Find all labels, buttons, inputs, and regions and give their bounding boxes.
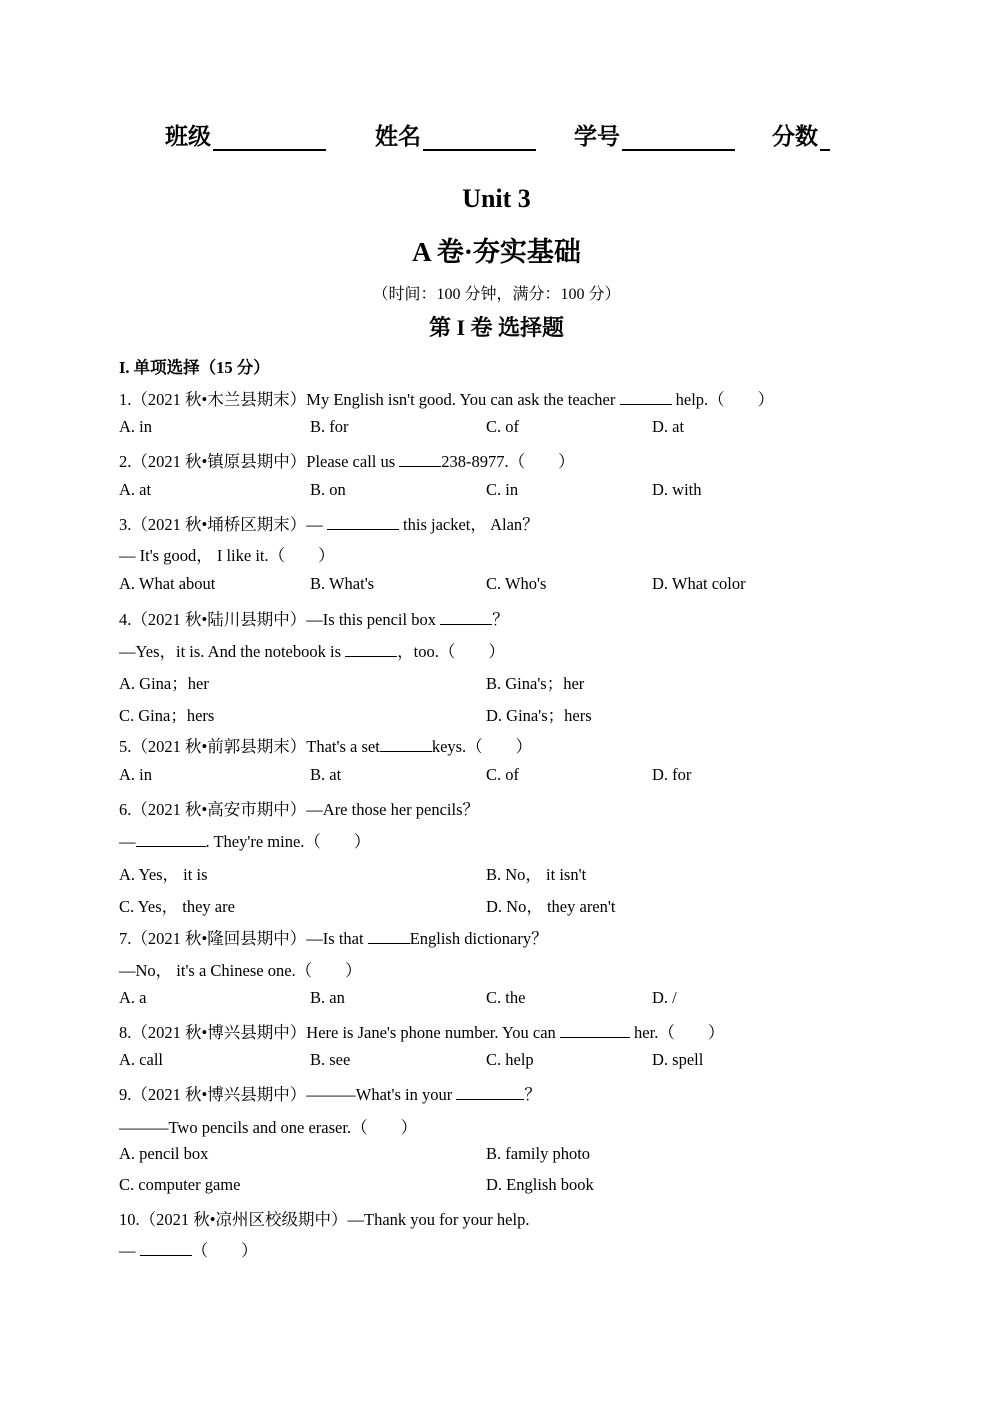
question-8-option-b[interactable]: B. see: [310, 1050, 351, 1069]
question-text: keys.（ ）: [431, 737, 533, 756]
class-label: 班级: [165, 124, 211, 149]
question-3-stem-line: [119, 542, 335, 566]
question-text: 2.（2021 秋•镇原县期中）Please call us: [119, 452, 400, 471]
question-8-option-a[interactable]: A. call: [119, 1050, 163, 1069]
class-field[interactable]: [165, 118, 326, 151]
question-5-stem-line: [119, 733, 532, 757]
class-blank[interactable]: [213, 125, 326, 151]
question-6-option-b[interactable]: B. No， it isn't: [486, 865, 587, 884]
question-1-stem-line: [119, 386, 774, 410]
part-title: 第 I 卷 选择题: [428, 315, 565, 340]
unit-title: Unit 3: [462, 184, 531, 213]
question-9-option-d[interactable]: D. English book: [486, 1175, 594, 1194]
question-text: ？: [524, 1085, 541, 1104]
answer-blank[interactable]: [380, 735, 432, 752]
question-1-option-c[interactable]: C. of: [486, 417, 519, 436]
answer-blank[interactable]: [440, 608, 492, 625]
question-text: 3.（2021 秋•埇桥区期末）—: [119, 515, 327, 534]
question-3-option-b[interactable]: B. What's: [310, 574, 375, 593]
question-text: 6.（2021 秋•高安市期中）—Are those her pencils？: [119, 800, 480, 819]
score-blank[interactable]: [820, 125, 830, 151]
question-8-stem-line: [119, 1019, 724, 1043]
answer-blank[interactable]: [140, 1239, 192, 1256]
question-8-option-d[interactable]: D. spell: [652, 1050, 704, 1069]
time-info: （时间：100 分钟，满分：100 分）: [372, 286, 621, 303]
question-4-stem-line: [119, 638, 505, 662]
question-6-stem-line: [119, 828, 370, 852]
answer-blank[interactable]: [399, 450, 441, 467]
question-6-option-d[interactable]: D. No， they aren't: [486, 897, 616, 916]
question-text: —No， it's a Chinese one.（ ）: [119, 961, 362, 980]
score-label: 分数: [772, 124, 818, 149]
student-info-header: [0, 118, 993, 152]
question-text: 10.（2021 秋•凉州区校级期中）—Thank you for your help.: [119, 1210, 530, 1229]
question-4-stem-line: [119, 606, 509, 630]
volume-title: A 卷·夯实基础: [412, 237, 581, 267]
question-text: . They're mine.（ ）: [205, 832, 371, 851]
section-heading: I. 单项选择（15 分）: [119, 358, 270, 377]
question-text: 1.（2021 秋•木兰县期末）My English isn't good. You can ask the teacher: [119, 390, 620, 409]
question-5-option-c[interactable]: C. of: [486, 765, 519, 784]
question-9-option-a[interactable]: A. pencil box: [119, 1144, 209, 1163]
name-field[interactable]: [375, 118, 536, 151]
question-text: 7.（2021 秋•隆回县期中）—Is that: [119, 929, 368, 948]
question-7-option-a[interactable]: A. a: [119, 988, 147, 1007]
question-6-stem-line: [119, 796, 479, 820]
question-text: 238-8977.（ ）: [441, 452, 575, 471]
question-7-stem-line: [119, 957, 362, 981]
question-text: — It's good， I like it.（ ）: [119, 546, 335, 565]
question-7-option-c[interactable]: C. the: [486, 988, 526, 1007]
question-2-option-b[interactable]: B. on: [310, 480, 346, 499]
question-6-option-c[interactable]: C. Yes， they are: [119, 897, 235, 916]
answer-blank[interactable]: [345, 640, 397, 657]
question-5-option-d[interactable]: D. for: [652, 765, 692, 784]
question-3-option-d[interactable]: D. What color: [652, 574, 746, 593]
question-text: ，too.（ ）: [397, 642, 505, 661]
question-3-option-c[interactable]: C. Who's: [486, 574, 547, 593]
question-3-option-a[interactable]: A. What about: [119, 574, 216, 593]
question-9-stem-line: [119, 1081, 541, 1105]
question-7-option-b[interactable]: B. an: [310, 988, 345, 1007]
question-4-option-d[interactable]: D. Gina's；hers: [486, 706, 592, 725]
question-text: （ ）: [191, 1241, 258, 1260]
question-text: —: [119, 832, 136, 851]
question-text: 5.（2021 秋•前郭县期末）That's a set: [119, 737, 380, 756]
student-id-blank[interactable]: [622, 125, 735, 151]
answer-blank[interactable]: [620, 388, 672, 405]
question-4-option-a[interactable]: A. Gina；her: [119, 674, 209, 693]
question-text: English dictionary？: [409, 929, 548, 948]
question-text: ？: [492, 610, 509, 629]
question-1-option-a[interactable]: A. in: [119, 417, 152, 436]
question-3-stem-line: [119, 511, 539, 535]
question-10-stem-line: [119, 1206, 529, 1230]
question-6-option-a[interactable]: A. Yes， it is: [119, 865, 208, 884]
question-text: —Yes，it is. And the notebook is: [119, 642, 346, 661]
question-text: her.（ ）: [629, 1023, 725, 1042]
question-1-option-d[interactable]: D. at: [652, 417, 685, 436]
answer-blank[interactable]: [136, 830, 206, 847]
question-text: —: [119, 1241, 140, 1260]
question-9-option-b[interactable]: B. family photo: [486, 1144, 591, 1163]
answer-blank[interactable]: [560, 1021, 630, 1038]
question-2-option-c[interactable]: C. in: [486, 480, 519, 499]
question-5-option-b[interactable]: B. at: [310, 765, 342, 784]
question-10-stem-line: [119, 1237, 258, 1261]
question-8-option-c[interactable]: C. help: [486, 1050, 534, 1069]
answer-blank[interactable]: [456, 1083, 524, 1100]
question-7-stem-line: [119, 925, 548, 949]
question-text: this jacket， Alan？: [398, 515, 539, 534]
student-id-field[interactable]: [574, 118, 735, 151]
question-2-option-d[interactable]: D. with: [652, 480, 702, 499]
question-4-option-b[interactable]: B. Gina's；her: [486, 674, 585, 693]
name-label: 姓名: [375, 124, 421, 149]
question-text: ———Two pencils and one eraser.（ ）: [119, 1118, 418, 1137]
answer-blank[interactable]: [368, 927, 410, 944]
answer-blank[interactable]: [327, 513, 399, 530]
question-7-option-d[interactable]: D. /: [652, 988, 677, 1007]
student-id-label: 学号: [574, 124, 620, 149]
question-text: 9.（2021 秋•博兴县期中）———What's in your: [119, 1085, 457, 1104]
question-text: 4.（2021 秋•陆川县期中）—Is this pencil box: [119, 610, 441, 629]
question-2-stem-line: [119, 448, 575, 472]
question-4-option-c[interactable]: C. Gina；hers: [119, 706, 215, 725]
question-9-stem-line: [119, 1114, 417, 1138]
question-2-option-a[interactable]: A. at: [119, 480, 152, 499]
question-9-option-c[interactable]: C. computer game: [119, 1175, 241, 1194]
question-text: 8.（2021 秋•博兴县期中）Here is Jane's phone number. You can: [119, 1023, 560, 1042]
question-text: help.（ ）: [671, 390, 775, 409]
score-field[interactable]: [772, 118, 830, 151]
question-1-option-b[interactable]: B. for: [310, 417, 349, 436]
question-5-option-a[interactable]: A. in: [119, 765, 152, 784]
name-blank[interactable]: [423, 125, 536, 151]
